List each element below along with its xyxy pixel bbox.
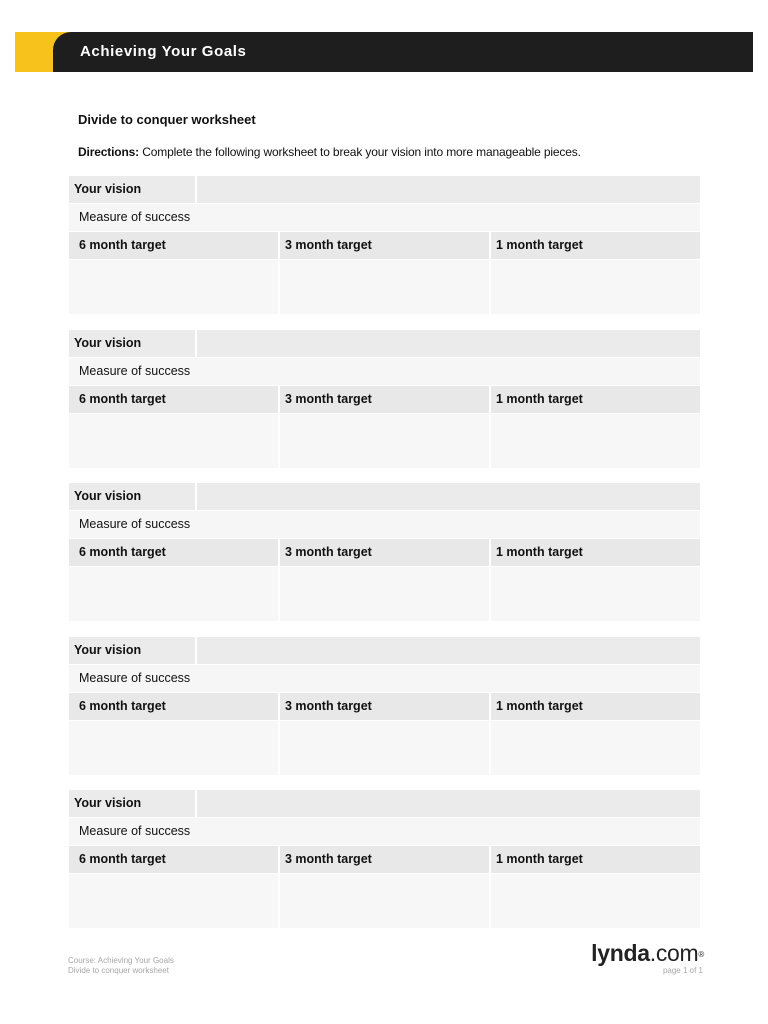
target-header-row: [69, 846, 700, 873]
vision-row: [69, 176, 700, 203]
target-input-row: [69, 567, 700, 621]
target-header-row: [69, 232, 700, 259]
target-field-1-month[interactable]: [491, 721, 700, 775]
measure-of-success[interactable]: Measure of success: [69, 818, 700, 845]
target-header-1-month: 1 month target: [491, 386, 700, 413]
target-header-1-month: 1 month target: [491, 539, 700, 566]
vision-row: [69, 330, 700, 357]
directions: [78, 145, 581, 159]
page-number: page 1 of 1: [662, 966, 703, 975]
measure-of-success[interactable]: Measure of success: [69, 204, 700, 231]
lynda-logo: [591, 940, 704, 966]
measure-of-success[interactable]: Measure of success: [69, 511, 700, 538]
target-field-1-month[interactable]: [491, 874, 700, 928]
vision-label: Your vision: [69, 637, 197, 664]
target-field-3-month[interactable]: [280, 721, 489, 775]
target-input-row: [69, 414, 700, 468]
logo-light: .com: [649, 940, 699, 966]
target-field-6-month[interactable]: [69, 414, 278, 468]
measure-of-success[interactable]: Measure of success: [69, 665, 700, 692]
target-field-6-month[interactable]: [69, 260, 278, 314]
vision-label: Your vision: [69, 330, 197, 357]
vision-field[interactable]: [199, 330, 700, 357]
target-field-6-month[interactable]: [69, 721, 278, 775]
vision-field[interactable]: [199, 483, 700, 510]
vision-row: [69, 483, 700, 510]
measure-of-success[interactable]: Measure of success: [69, 358, 700, 385]
target-header-6-month: 6 month target: [69, 693, 278, 720]
target-header-1-month: 1 month target: [491, 693, 700, 720]
vision-label: Your vision: [69, 483, 197, 510]
target-field-1-month[interactable]: [491, 260, 700, 314]
target-header-3-month: 3 month target: [280, 846, 489, 873]
target-input-row: [69, 260, 700, 314]
footer-course-line: Course: Achieving Your Goals: [68, 956, 174, 965]
logo-bold: lynda: [591, 940, 650, 966]
target-field-3-month[interactable]: [280, 567, 489, 621]
target-header-3-month: 3 month target: [280, 386, 489, 413]
footer-doc-line: Divide to conquer worksheet: [68, 966, 169, 975]
directions-text: Complete the following worksheet to break your vision into more manageable pieces.: [139, 145, 581, 159]
target-header-row: [69, 386, 700, 413]
worksheet-title: Divide to conquer worksheet: [78, 112, 256, 127]
target-header-3-month: 3 month target: [280, 232, 489, 259]
target-header-6-month: 6 month target: [69, 539, 278, 566]
vision-label: Your vision: [69, 790, 197, 817]
target-header-6-month: 6 month target: [69, 386, 278, 413]
directions-label: Directions:: [78, 145, 140, 159]
target-header-1-month: 1 month target: [491, 232, 700, 259]
target-header-6-month: 6 month target: [69, 846, 278, 873]
registered-mark: ®: [698, 950, 704, 959]
header-title: Achieving Your Goals: [80, 43, 247, 60]
target-header-row: [69, 539, 700, 566]
vision-field[interactable]: [199, 637, 700, 664]
target-field-6-month[interactable]: [69, 567, 278, 621]
footer-course-info: [68, 956, 174, 976]
target-input-row: [69, 721, 700, 775]
target-header-3-month: 3 month target: [280, 693, 489, 720]
vision-row: [69, 790, 700, 817]
target-field-3-month[interactable]: [280, 260, 489, 314]
vision-row: [69, 637, 700, 664]
target-field-3-month[interactable]: [280, 874, 489, 928]
target-header-row: [69, 693, 700, 720]
target-header-1-month: 1 month target: [491, 846, 700, 873]
target-input-row: [69, 874, 700, 928]
target-field-3-month[interactable]: [280, 414, 489, 468]
target-header-3-month: 3 month target: [280, 539, 489, 566]
target-header-6-month: 6 month target: [69, 232, 278, 259]
vision-field[interactable]: [199, 790, 700, 817]
target-field-6-month[interactable]: [69, 874, 278, 928]
vision-field[interactable]: [199, 176, 700, 203]
vision-label: Your vision: [69, 176, 197, 203]
target-field-1-month[interactable]: [491, 567, 700, 621]
target-field-1-month[interactable]: [491, 414, 700, 468]
